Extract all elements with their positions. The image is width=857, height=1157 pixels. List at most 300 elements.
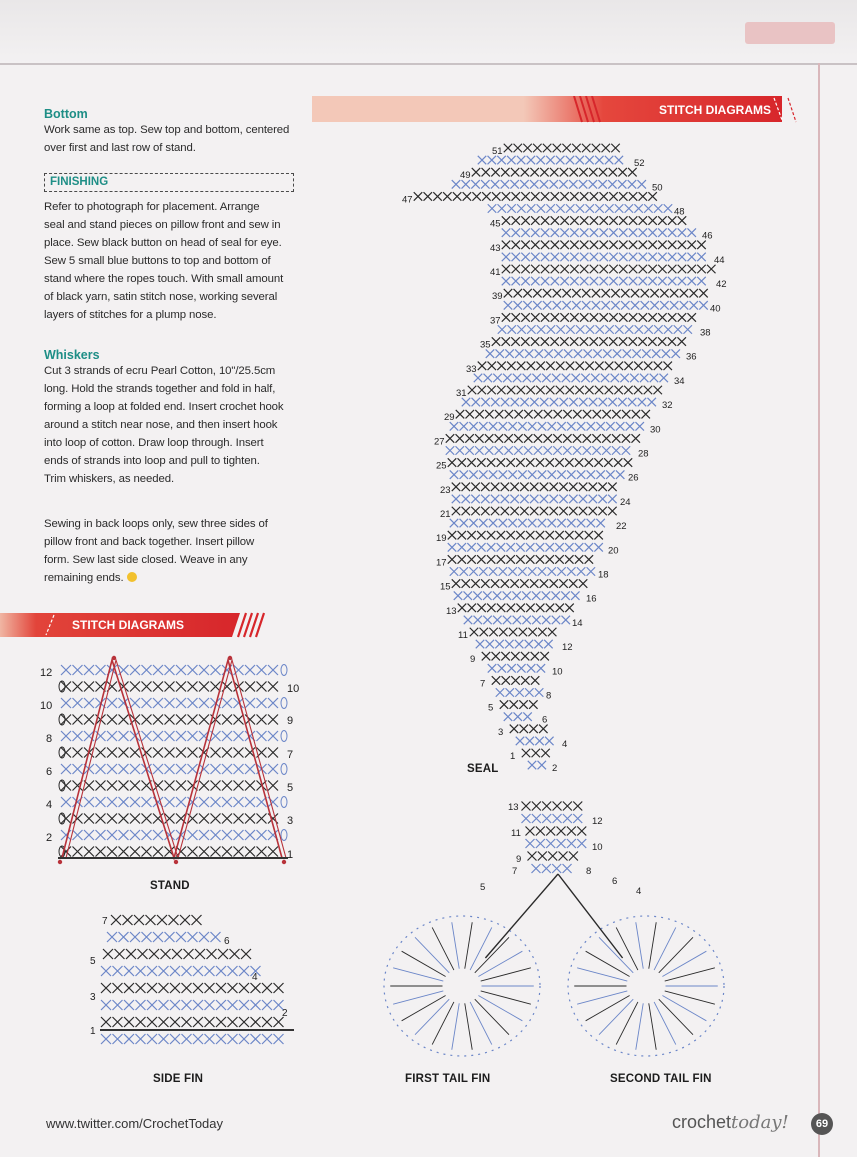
seal-stitch (629, 216, 638, 225)
seal-stitch (565, 555, 574, 564)
tail-fin-stitch (599, 999, 633, 1034)
seal-stitch (523, 374, 532, 383)
seal-stitch (562, 616, 571, 625)
seal-stitch (598, 180, 607, 189)
seal-stitch (485, 410, 494, 419)
fin-row-num: 2 (282, 1008, 288, 1019)
seal-stitch (622, 434, 631, 443)
tail-fin-stitch (432, 927, 454, 970)
seal-stitch (566, 362, 575, 371)
seal-stitch (521, 216, 530, 225)
seal-stitch (639, 216, 648, 225)
seal-stitch (640, 374, 649, 383)
seal-stitch (551, 253, 560, 262)
stand-stitch (222, 797, 232, 807)
seal-row-num: 13 (446, 605, 457, 617)
tail-stitch (542, 864, 551, 873)
seal-stitch (612, 434, 621, 443)
seal-stitch (454, 591, 463, 600)
seal-stitch (571, 591, 580, 600)
seal-stitch (650, 301, 659, 310)
brand-logo (672, 1112, 789, 1133)
seal-stitch (517, 664, 526, 673)
seal-stitch (590, 241, 599, 250)
seal-stitch (520, 579, 529, 588)
seal-stitch (601, 374, 610, 383)
seal-stitch (615, 204, 624, 213)
fin-stitch (228, 983, 238, 993)
seal-stitch (628, 180, 637, 189)
seal-stitch (546, 458, 555, 467)
tail-stitch (548, 852, 557, 861)
seal-row-num: 16 (586, 593, 597, 605)
seal-stitch (570, 265, 579, 274)
seal-stitch (460, 422, 469, 431)
seal-stitch (507, 156, 516, 165)
fin-stitch (119, 932, 129, 942)
seal-stitch (580, 228, 589, 237)
seal-stitch (450, 470, 459, 479)
stand-stitch (199, 781, 209, 791)
seal-stitch (572, 374, 581, 383)
seal-stitch (487, 531, 496, 540)
seal-stitch (652, 349, 661, 358)
fin-stitch (123, 915, 133, 925)
fin-stitch (182, 966, 192, 976)
seal-stitch (567, 422, 576, 431)
sewing-line: Sewing in back loops only, sew three sides of (44, 518, 268, 530)
seal-stitch (477, 543, 486, 552)
seal-stitch (544, 410, 553, 419)
seal-stitch (585, 362, 594, 371)
seal-stitch (581, 374, 590, 383)
seal-stitch (504, 301, 513, 310)
seal-stitch (537, 664, 546, 673)
seal-stitch (620, 374, 629, 383)
seal-stitch (565, 604, 574, 613)
seal-stitch (491, 495, 500, 504)
seal-stitch (514, 144, 523, 153)
seal-stitch (575, 555, 584, 564)
seal-stitch (530, 398, 539, 407)
fin-stitch (216, 1017, 226, 1027)
seal-row-num: 27 (434, 436, 445, 448)
seal-stitch (487, 604, 496, 613)
seal-stitch (631, 289, 640, 298)
seal-stitch (580, 216, 589, 225)
seal-stitch (528, 470, 537, 479)
seal-stitch (556, 362, 565, 371)
seal-stitch (611, 289, 620, 298)
seal-stitch (521, 337, 530, 346)
seal-stitch (462, 398, 471, 407)
seal-stitch (467, 543, 476, 552)
seal-stitch (658, 216, 667, 225)
seal-stitch (678, 277, 687, 286)
seal-stitch (486, 349, 495, 358)
fin-stitch (170, 966, 180, 976)
seal-stitch (566, 386, 575, 395)
stand-row-num: 1 (287, 849, 294, 861)
seal-stitch (541, 337, 550, 346)
fin-stitch (124, 966, 134, 976)
seal-stitch (464, 616, 473, 625)
seal-stitch (598, 507, 607, 516)
seal-stitch (668, 228, 677, 237)
seal-stitch (658, 228, 667, 237)
seal-stitch (616, 470, 625, 479)
seal-stitch (452, 180, 461, 189)
seal-stitch (628, 398, 637, 407)
seal-stitch (536, 543, 545, 552)
seal-stitch (582, 289, 591, 298)
seal-stitch (538, 470, 547, 479)
stand-stitch (188, 764, 198, 774)
seal-stitch (538, 761, 547, 770)
seal-row-num: 46 (702, 230, 713, 242)
seal-stitch (629, 241, 638, 250)
fin-stitch (101, 983, 111, 993)
seal-label: SEAL (467, 763, 499, 775)
seal-row-num: 20 (608, 545, 619, 557)
seal-stitch (497, 156, 506, 165)
tail-stitch (567, 827, 576, 836)
tail-fin-stitch (478, 995, 522, 1020)
seal-stitch (639, 313, 648, 322)
seal-stitch (635, 325, 644, 334)
tail-fin-stitch (636, 1003, 643, 1049)
fin-stitch (113, 966, 123, 976)
seal-stitch (638, 398, 647, 407)
stand-stitch (234, 847, 244, 857)
stand-stitch (153, 847, 163, 857)
seal-stitch (472, 168, 481, 177)
tail-fin-stitch (586, 951, 630, 976)
seal-stitch (495, 640, 504, 649)
seal-stitch (483, 616, 492, 625)
seal-stitch (525, 640, 534, 649)
seal-stitch (498, 664, 507, 673)
seal-stitch (548, 422, 557, 431)
seal-stitch (507, 204, 516, 213)
seal-row-num: 52 (634, 158, 645, 170)
seal-stitch (614, 386, 623, 395)
seal-stitch (540, 168, 549, 177)
stand-stitch (245, 847, 255, 857)
seal-stitch (501, 180, 510, 189)
tail-stitch (532, 802, 541, 811)
stand-stitch (130, 814, 140, 824)
seal-stitch (580, 277, 589, 286)
stand-stitch (142, 665, 152, 675)
tail-stitch (553, 814, 562, 823)
fin-stitch (262, 1000, 272, 1010)
seal-row-num: 41 (490, 267, 501, 278)
seal-stitch (464, 591, 473, 600)
fin-stitch (136, 966, 146, 976)
seal-stitch (481, 483, 490, 492)
seal-stitch (570, 277, 579, 286)
tail-fin-fans (384, 874, 724, 1056)
stand-stitch (61, 682, 71, 692)
fin-stitch (113, 1034, 123, 1044)
seal-stitch (458, 555, 467, 564)
seal-stitch (687, 253, 696, 262)
sewing-section (44, 515, 304, 587)
fin-stitch (147, 1034, 157, 1044)
seal-stitch (552, 374, 561, 383)
seal-stitch (477, 531, 486, 540)
stand-stitch (73, 715, 83, 725)
seal-stitch (637, 180, 646, 189)
tail-fin-stitch (586, 995, 630, 1020)
whiskers-line: Cut 3 strands of ecru Pearl Cotton, 10"/25.5cm (44, 365, 276, 377)
seal-stitch (504, 434, 513, 443)
seal-stitch (501, 168, 510, 177)
tail-stitch (526, 827, 535, 836)
finishing-line: Refer to photograph for placement. Arrange (44, 201, 260, 213)
stand-stitch (234, 764, 244, 774)
footer-url[interactable]: www.twitter.com/CrochetToday (46, 1116, 224, 1131)
seal-stitch (535, 737, 544, 746)
seal-stitch (530, 180, 539, 189)
seal-stitch (582, 144, 591, 153)
tail-stitch (577, 839, 586, 848)
tail-fin-stitch (393, 968, 443, 981)
header-rule (0, 63, 857, 65)
seal-row-num: 50 (652, 182, 663, 194)
seal-stitch (481, 507, 490, 516)
seal-stitch (697, 265, 706, 274)
seal-stitch (668, 337, 677, 346)
seal-stitch (500, 700, 509, 709)
stand-stitch (61, 665, 71, 675)
fin-stitch (182, 1034, 192, 1044)
seal-stitch (615, 325, 624, 334)
seal-stitch (658, 241, 667, 250)
seal-stitch (502, 216, 511, 225)
sewing-line: remaining ends. (44, 569, 304, 587)
fin-stitch (193, 1000, 203, 1010)
fin-stitch (216, 983, 226, 993)
seal-stitch (488, 664, 497, 673)
stand-stitch (176, 682, 186, 692)
stand-stitch (107, 781, 117, 791)
seal-stitch (467, 555, 476, 564)
fin-stitch (251, 983, 261, 993)
seal-stitch (642, 349, 651, 358)
tail-fin-stitch (415, 999, 449, 1034)
top-tab (745, 22, 835, 44)
seal-stitch (520, 495, 529, 504)
fin-stitch (169, 915, 179, 925)
seal-row-num: 17 (436, 557, 447, 569)
seal-stitch (523, 289, 532, 298)
stand-stitch (96, 665, 106, 675)
stand-stitch (119, 847, 129, 857)
seal-stitch (619, 337, 628, 346)
seal-stitch (600, 228, 609, 237)
fin-stitch (230, 949, 240, 959)
stand-stitch-rows (59, 665, 287, 858)
seal-stitch (462, 579, 471, 588)
seal-stitch (448, 531, 457, 540)
seal-stitch (472, 398, 481, 407)
seal-stitch (611, 301, 620, 310)
stand-stitch (268, 715, 278, 725)
seal-stitch (641, 301, 650, 310)
seal-stitch (594, 543, 603, 552)
fin-stitch (172, 949, 182, 959)
stand-stitch (130, 764, 140, 774)
seal-stitch (689, 289, 698, 298)
tail-stitch (526, 839, 535, 848)
seal-stitch (550, 495, 559, 504)
seal-stitch (513, 616, 522, 625)
seal-stitch (497, 555, 506, 564)
tail-fin-stitch (616, 927, 638, 970)
tail-fin-stitch (665, 991, 715, 1004)
seal-stitch (510, 507, 519, 516)
seal-stitch (580, 337, 589, 346)
stand-stitch (222, 847, 232, 857)
tail-stitch (532, 814, 541, 823)
seal-stitch (521, 168, 530, 177)
seal-stitch (632, 410, 641, 419)
seal-stitch (590, 265, 599, 274)
stand-stitch (199, 797, 209, 807)
stand-stitch (73, 814, 83, 824)
seal-stitch (521, 265, 530, 274)
seal-stitch (458, 458, 467, 467)
seal-stitch (572, 301, 581, 310)
seal-stitch (650, 374, 659, 383)
stand-stitch (245, 764, 255, 774)
seal-stitch (502, 228, 511, 237)
seal-stitch (572, 144, 581, 153)
seal-stitch (699, 301, 708, 310)
tail-stitch (569, 852, 578, 861)
fin-stitch (205, 966, 215, 976)
end-sun-icon (127, 572, 137, 582)
seal-stitch (509, 628, 517, 637)
stand-stitch (199, 847, 209, 857)
seal-stitch (512, 241, 521, 250)
stand-stitch (165, 715, 175, 725)
seal-stitch (671, 349, 680, 358)
seal-stitch (541, 313, 550, 322)
seal-stitch (481, 579, 490, 588)
stand-stitch (153, 731, 163, 741)
seal-stitch (635, 422, 644, 431)
seal-stitch (462, 507, 471, 516)
seal-stitch (632, 349, 641, 358)
stand-stitch (257, 731, 267, 741)
seal-stitch (619, 253, 628, 262)
seal-stitch (562, 301, 571, 310)
tail-fin-stitch (636, 922, 643, 968)
seal-stitch (587, 422, 596, 431)
whiskers-heading: Whiskers (44, 348, 100, 362)
seal-row-num: 2 (552, 763, 558, 775)
seal-stitch (639, 277, 648, 286)
seal-stitch (609, 228, 618, 237)
stand-stitch (61, 797, 71, 807)
seal-stitch (543, 289, 552, 298)
seal-stitch (516, 555, 525, 564)
stand-stitch (234, 797, 244, 807)
seal-stitch (609, 313, 618, 322)
seal-stitch (433, 192, 442, 201)
seal-stitch (506, 555, 515, 564)
seal-stitch (516, 604, 525, 613)
seal-diagram (396, 136, 748, 782)
seal-stitch (567, 519, 576, 528)
fin-stitch (239, 1017, 249, 1027)
seal-row-num: 36 (686, 351, 697, 363)
seal-stitch (514, 712, 523, 721)
seal-row-num: 33 (466, 363, 477, 375)
seal-stitch (465, 434, 474, 443)
whiskers-line: forming a loop at folded end. Insert crochet hook (44, 401, 284, 413)
stand-stitch (96, 830, 106, 840)
brand-word-b: today! (731, 1112, 789, 1133)
seal-stitch (530, 507, 539, 516)
seal-stitch (660, 301, 669, 310)
tail-fin-stitch (402, 951, 446, 976)
fin-stitch (130, 932, 140, 942)
stand-stitch (61, 781, 71, 791)
seal-stitch (585, 386, 594, 395)
seal-stitch (475, 410, 484, 419)
seal-stitch (566, 156, 575, 165)
seal-row-num: 42 (716, 279, 727, 291)
seal-stitch (590, 228, 599, 237)
seal-stitch (538, 422, 547, 431)
seal-stitch (448, 543, 457, 552)
seal-stitch (512, 277, 521, 286)
seal-row-num: 32 (662, 400, 673, 412)
seal-stitch (520, 398, 529, 407)
seal-stitch (495, 434, 504, 443)
seal-stitch (600, 265, 609, 274)
seal-stitch (543, 144, 552, 153)
seal-stitch (520, 725, 529, 734)
seal-row-num: 45 (490, 218, 501, 230)
seal-row-num: 8 (546, 690, 552, 702)
fin-stitch (170, 983, 180, 993)
stand-stitch (165, 781, 175, 791)
seal-stitch (576, 204, 585, 213)
seal-stitch (529, 700, 538, 709)
seal-stitch (532, 749, 541, 758)
seal-stitch (602, 434, 611, 443)
seal-stitch (566, 204, 575, 213)
seal-stitch (609, 337, 618, 346)
stand-stitch (245, 665, 255, 675)
seal-stitch (520, 483, 529, 492)
seal-stitch (484, 374, 493, 383)
finishing-line: Sew 5 small blue buttons to top and bottom of (44, 255, 271, 267)
seal-stitch (481, 495, 490, 504)
fin-stitch (159, 1017, 169, 1027)
seal-stitch (497, 531, 506, 540)
seal-stitch (489, 422, 498, 431)
seal-stitch (491, 398, 500, 407)
stand-stitch (211, 781, 221, 791)
seal-stitch (528, 519, 537, 528)
fin-stitch (161, 949, 171, 959)
